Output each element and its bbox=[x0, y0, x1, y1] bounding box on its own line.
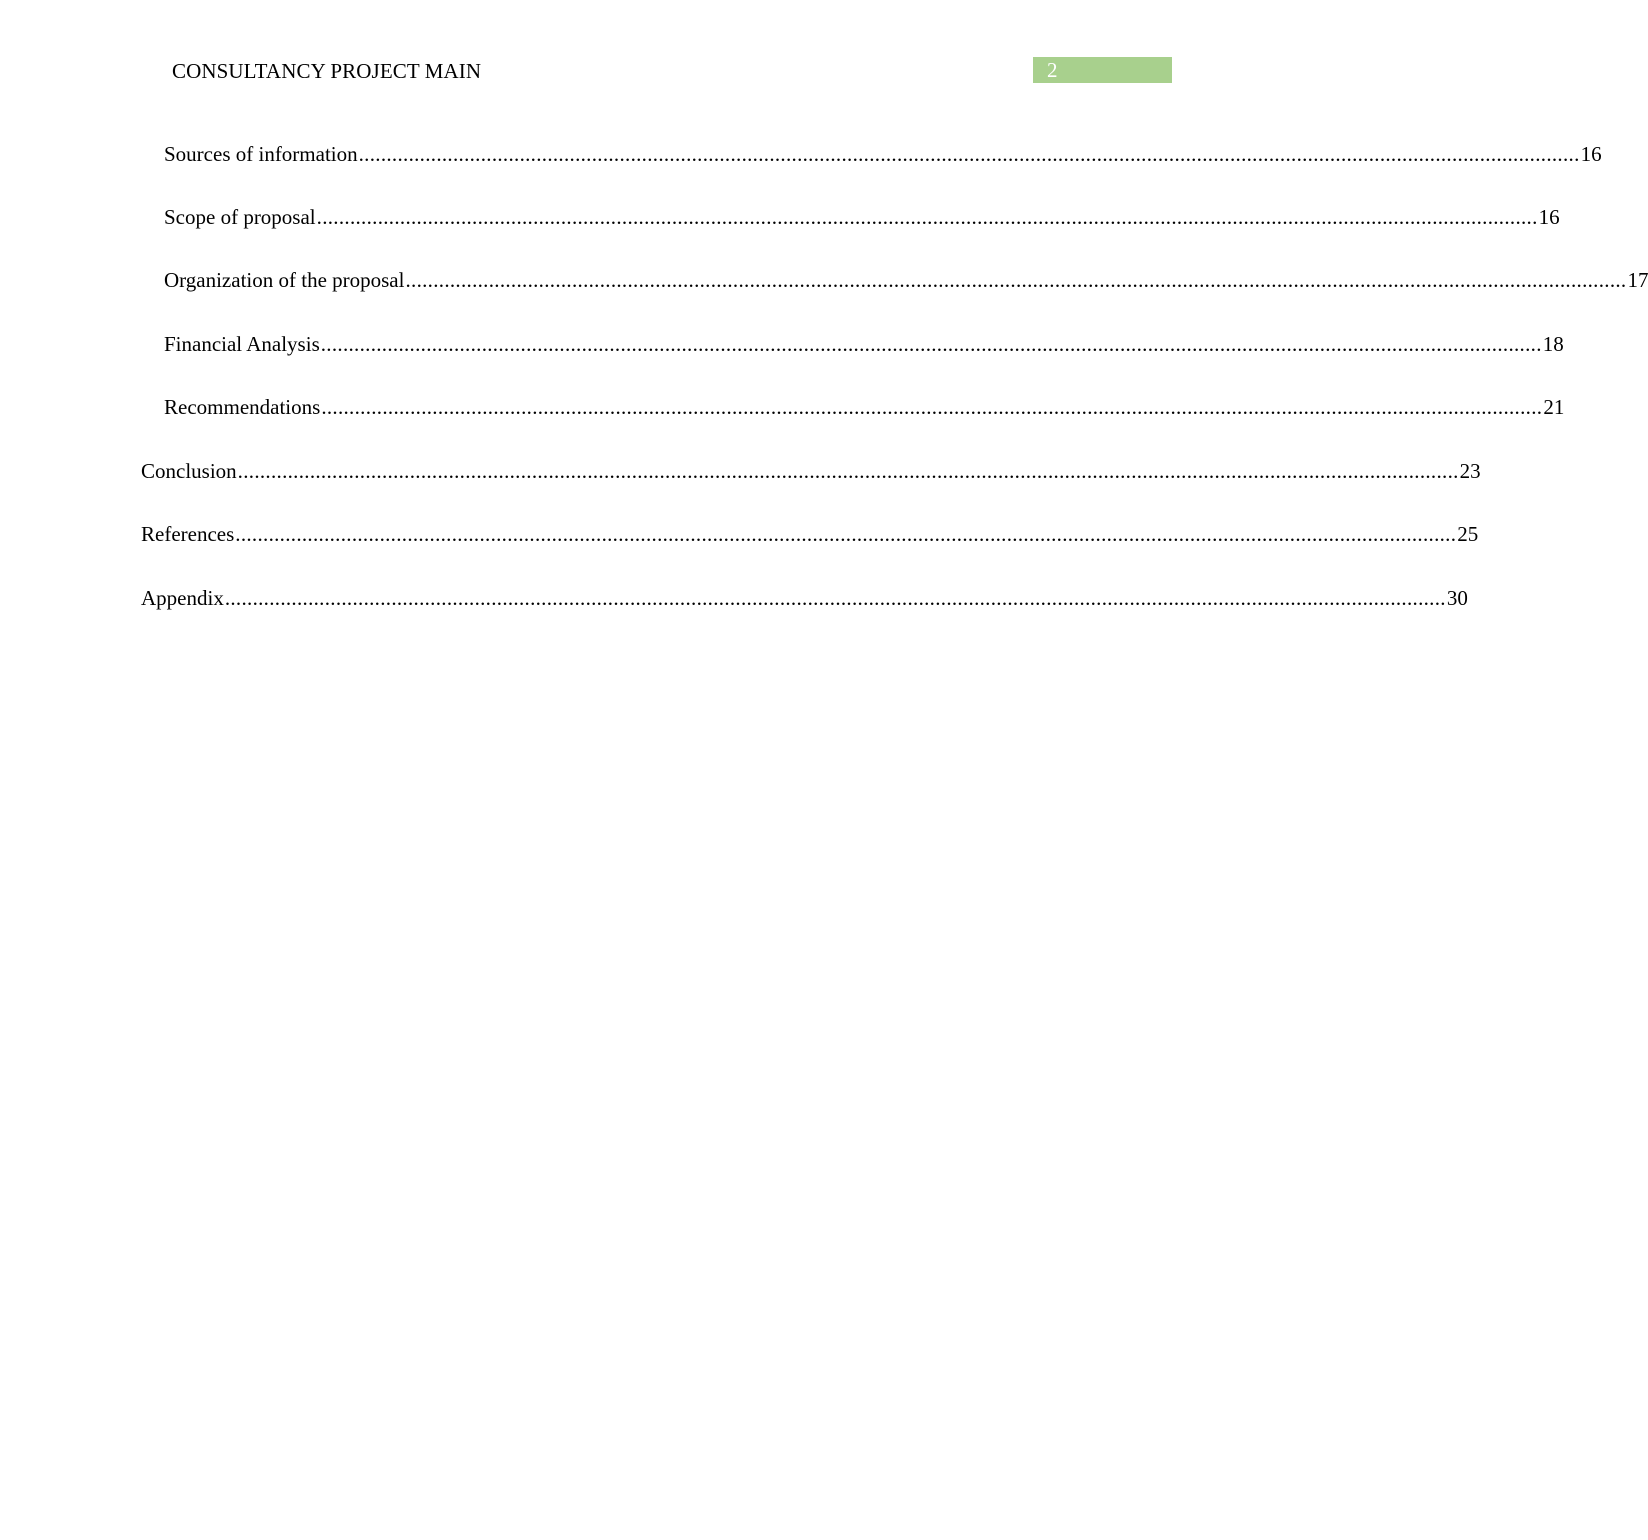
toc-entry[interactable] bbox=[164, 265, 1648, 295]
toc-entry-page: 17 bbox=[1627, 268, 1648, 292]
toc-entry-page: 16 bbox=[1580, 142, 1602, 166]
toc-dot-leader: ............................................................................................................................................................................................................................ bbox=[235, 522, 1457, 546]
toc-entry-page: 23 bbox=[1459, 459, 1481, 483]
toc-dot-leader: ............................................................................................................................................................................................................................ bbox=[321, 395, 1543, 419]
toc-dot-leader: ............................................................................................................................................................................................................................ bbox=[224, 586, 1446, 610]
toc-entry[interactable] bbox=[141, 519, 1479, 549]
toc-entry[interactable] bbox=[141, 456, 1481, 486]
toc-entry-page: 25 bbox=[1457, 522, 1479, 546]
toc-dot-leader: ............................................................................................................................................................................................................................ bbox=[320, 332, 1542, 356]
toc-entry-label: Recommendations bbox=[164, 395, 321, 419]
toc-dot-leader: ............................................................................................................................................................................................................................ bbox=[405, 268, 1627, 292]
toc-entry[interactable] bbox=[164, 392, 1565, 422]
toc-entry[interactable] bbox=[164, 202, 1560, 232]
toc-entry-label: Scope of proposal bbox=[164, 205, 316, 229]
toc-entry-label: Financial Analysis bbox=[164, 332, 320, 356]
toc-dot-leader: ............................................................................................................................................................................................................................ bbox=[237, 459, 1459, 483]
page-number-box bbox=[1033, 57, 1172, 83]
toc-entry[interactable] bbox=[141, 583, 1468, 613]
toc-entry[interactable] bbox=[164, 329, 1564, 359]
toc-entry-page: 16 bbox=[1538, 205, 1560, 229]
toc-entry-page: 18 bbox=[1542, 332, 1564, 356]
toc-entry-label: Organization of the proposal bbox=[164, 268, 405, 292]
toc-entry-label: Sources of information bbox=[164, 142, 358, 166]
toc-dot-leader: ............................................................................................................................................................................................................................ bbox=[316, 205, 1538, 229]
toc-entry-label: Conclusion bbox=[141, 459, 237, 483]
toc-entry-page: 30 bbox=[1446, 586, 1468, 610]
running-head-title: CONSULTANCY PROJECT MAIN bbox=[172, 59, 482, 83]
page-number: 2 bbox=[1047, 58, 1058, 82]
toc-entry-label: References bbox=[141, 522, 235, 546]
toc-dot-leader: ............................................................................................................................................................................................................................ bbox=[358, 142, 1580, 166]
toc-entry[interactable] bbox=[164, 139, 1602, 169]
toc-entry-label: Appendix bbox=[141, 586, 224, 610]
toc-entry-page: 21 bbox=[1543, 395, 1565, 419]
